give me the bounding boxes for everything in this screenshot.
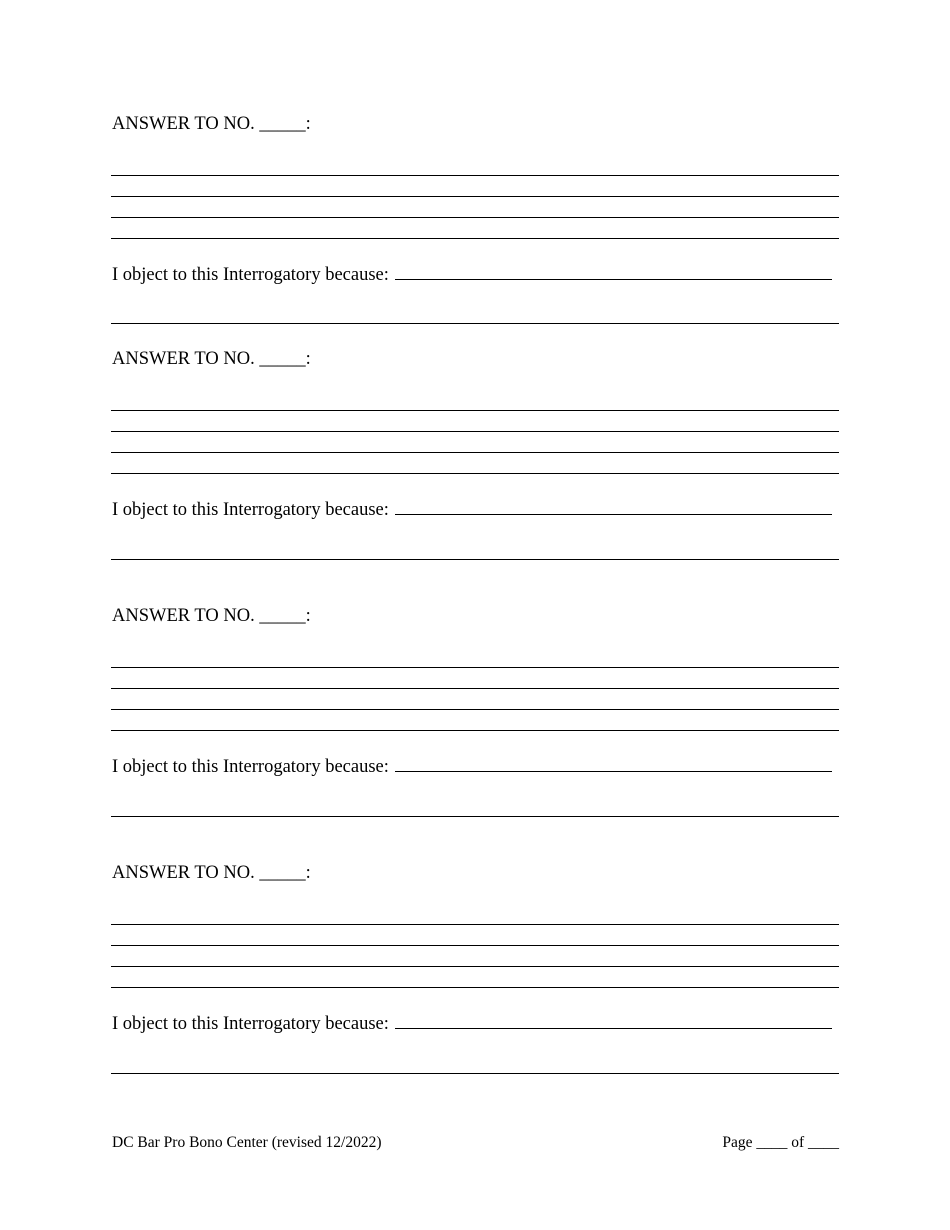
objection-row xyxy=(112,263,832,286)
answer-line-3[interactable] xyxy=(111,709,839,710)
answer-heading: ANSWER TO NO. _____: xyxy=(112,349,311,369)
objection-label: I object to this Interrogatory because: xyxy=(112,757,389,777)
answer-line-2[interactable] xyxy=(111,196,839,197)
objection-line[interactable] xyxy=(111,323,839,324)
answer-line-1[interactable] xyxy=(111,924,839,925)
answer-line-3[interactable] xyxy=(111,452,839,453)
objection-label: I object to this Interrogatory because: xyxy=(112,1014,389,1034)
answer-line-1[interactable] xyxy=(111,175,839,176)
answer-line-1[interactable] xyxy=(111,667,839,668)
objection-row xyxy=(112,1012,832,1035)
objection-blank[interactable] xyxy=(395,1012,832,1029)
objection-blank[interactable] xyxy=(395,498,832,515)
objection-label: I object to this Interrogatory because: xyxy=(112,265,389,285)
objection-line[interactable] xyxy=(111,559,839,560)
answer-line-4[interactable] xyxy=(111,987,839,988)
objection-row xyxy=(112,498,832,521)
objection-line[interactable] xyxy=(111,816,839,817)
footer-source: DC Bar Pro Bono Center (revised 12/2022) xyxy=(112,1134,382,1151)
objection-line[interactable] xyxy=(111,1073,839,1074)
objection-blank[interactable] xyxy=(395,263,832,280)
answer-line-4[interactable] xyxy=(111,473,839,474)
answer-heading: ANSWER TO NO. _____: xyxy=(112,863,311,883)
answer-line-2[interactable] xyxy=(111,688,839,689)
answer-heading: ANSWER TO NO. _____: xyxy=(112,114,311,134)
objection-label: I object to this Interrogatory because: xyxy=(112,500,389,520)
answer-line-4[interactable] xyxy=(111,730,839,731)
objection-row xyxy=(112,755,832,778)
answer-line-2[interactable] xyxy=(111,945,839,946)
answer-line-4[interactable] xyxy=(111,238,839,239)
answer-line-1[interactable] xyxy=(111,410,839,411)
answer-heading: ANSWER TO NO. _____: xyxy=(112,606,311,626)
answer-line-2[interactable] xyxy=(111,431,839,432)
answer-line-3[interactable] xyxy=(111,966,839,967)
footer-page-number: Page ____ of ____ xyxy=(722,1134,839,1151)
answer-line-3[interactable] xyxy=(111,217,839,218)
objection-blank[interactable] xyxy=(395,755,832,772)
